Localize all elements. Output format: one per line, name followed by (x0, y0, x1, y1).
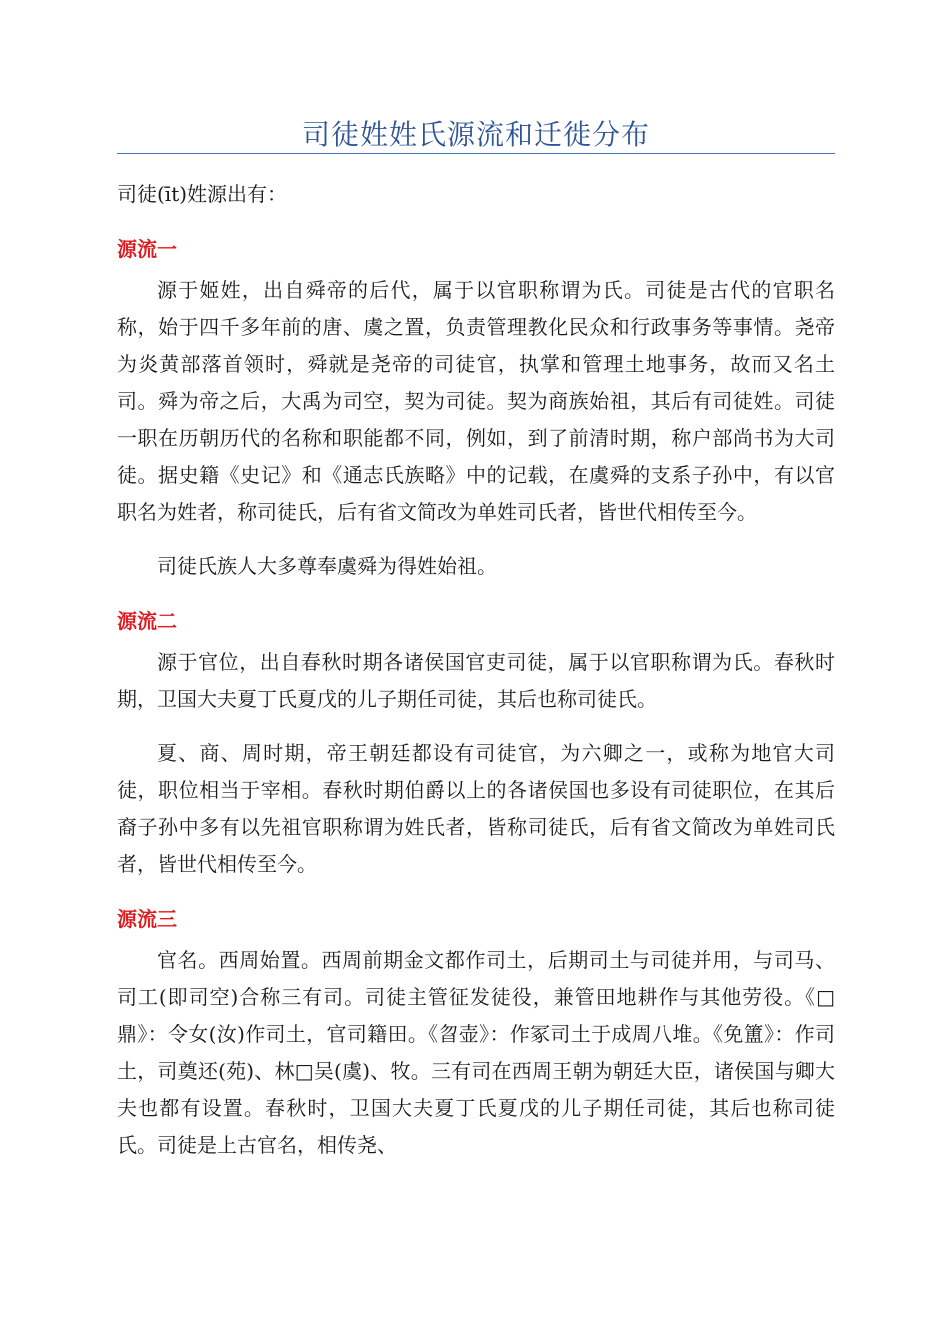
section-heading-3: 源流三 (117, 907, 177, 931)
section-heading-1: 源流一 (117, 237, 177, 261)
section-1-paragraph-2: 司徒氏族人大多尊奉虞舜为得姓始祖。 (157, 554, 497, 578)
section-2-paragraph-2: 夏、商、周时期，帝王朝廷都设有司徒官，为六卿之一，或称为地官大司徒，职位相当于宰相。春秋时期伯爵以上的各诸侯国也多设有司徒职位，在其后裔子孙中多有以先祖官职称谓为姓氏者，皆称司徒氏，后有省文简改为单姓司氏者，皆世代相传至今。 (117, 741, 835, 876)
section-2-paragraph-1: 源于官位，出自春秋时期各诸侯国官吏司徒，属于以官职称谓为氏。春秋时期，卫国大夫夏丁氏夏戊的儿子期任司徒，其后也称司徒氏。 (117, 650, 835, 711)
section-1-paragraph-1: 源于姬姓，出自舜帝的后代，属于以官职称谓为氏。司徒是古代的官职名称，始于四千多年前的唐、虞之置，负责管理教化民众和行政事务等事情。尧帝为炎黄部落首领时，舜就是尧帝的司徒官，执掌和管理土地事务，故而又名土司。舜为帝之后，大禹为司空，契为司徒。契为商族始祖，其后有司徒姓。司徒一职在历朝历代的名称和职能都不同，例如，到了前清时期，称户部尚书为大司徒。据史籍《史记》和《通志氏族略》中的记载，在虞舜的支系子孙中，有以官职名为姓者，称司徒氏，后有省文简改为单姓司氏者，皆世代相传至今。 (117, 278, 835, 524)
intro-text: 司徒(īt)姓源出有： (117, 182, 288, 206)
page-title: 司徒姓姓氏源流和迁徙分布 (301, 118, 650, 151)
section-heading-2: 源流二 (117, 609, 177, 633)
section-3-paragraph-1: 官名。西周始置。西周前期金文都作司土，后期司土与司徒并用，与司马、司工(即司空)合称三有司。司徒主管征发徒役，兼管田地耕作与其他劳役。《□鼎》：令女(汝)作司土，官司籍田。《曶壶》：作冢司土于成周八堆。《免簠》：作司土，司奠还(苑)、林□吴(虞)、牧。三有司在西周王朝为朝廷大臣，诸侯国与卿大夫也都有设置。春秋时，卫国大夫夏丁氏夏戊的儿子期任司徒，其后也称司徒氏。司徒是上古官名，相传尧、 (117, 948, 835, 1157)
document-body (117, 176, 835, 1164)
title-divider (117, 153, 835, 154)
